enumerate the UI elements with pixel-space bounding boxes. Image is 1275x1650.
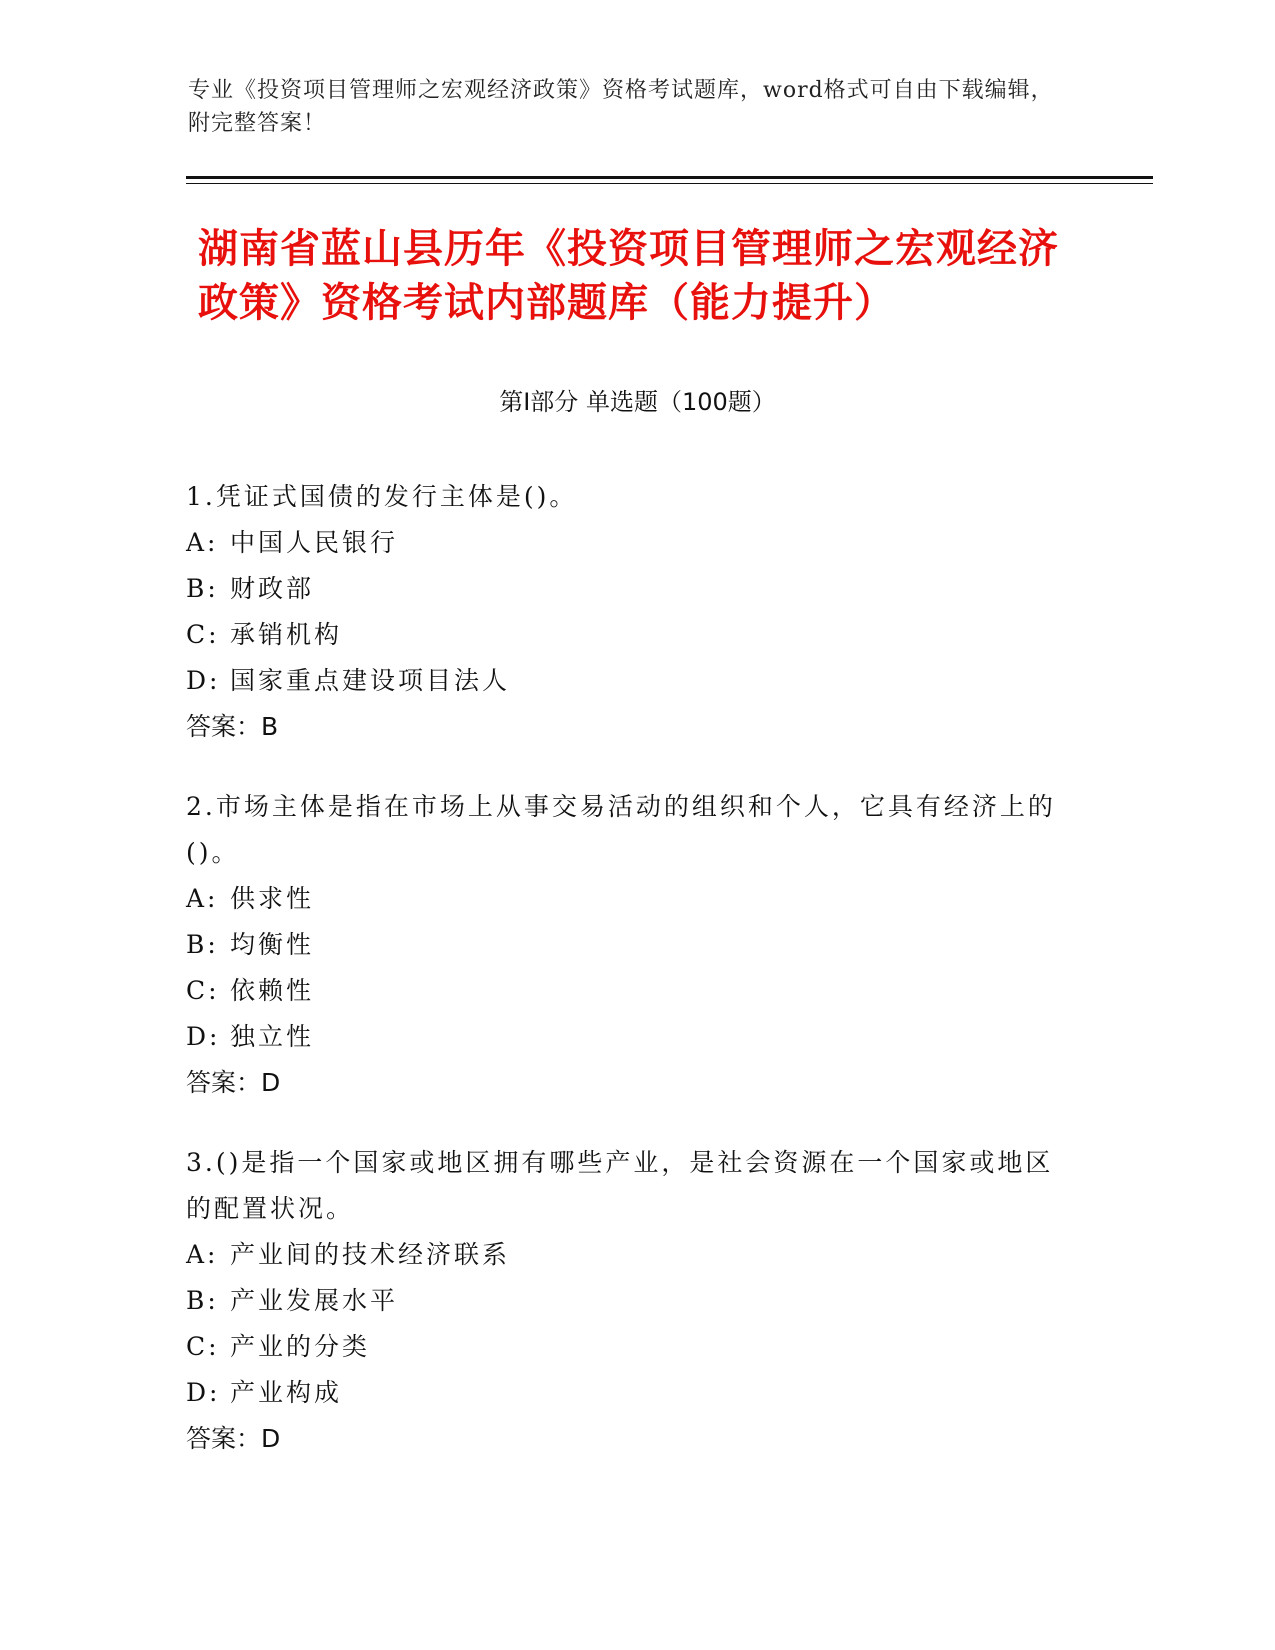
question-list bbox=[186, 474, 1066, 1496]
option-b bbox=[186, 1278, 1066, 1324]
option-key: C: bbox=[186, 1332, 220, 1361]
option-text: 国家重点建设项目法人 bbox=[230, 666, 511, 695]
header-note: 专业《投资项目管理师之宏观经济政策》资格考试题库，word格式可自由下载编辑，附完整答案！ bbox=[188, 78, 1054, 136]
header-rule-thick bbox=[186, 176, 1153, 179]
option-b bbox=[186, 922, 1066, 968]
option-text: 产业发展水平 bbox=[230, 1286, 399, 1315]
option-key: D: bbox=[186, 1378, 221, 1407]
question-item bbox=[186, 1140, 1066, 1462]
option-text: 产业构成 bbox=[230, 1378, 343, 1407]
option-key: B: bbox=[186, 930, 219, 959]
option-text: 承销机构 bbox=[230, 620, 343, 649]
section-heading: 第Ⅰ部分 单选题（100题） bbox=[499, 388, 776, 416]
answer-line: 答案：D bbox=[186, 1068, 281, 1097]
option-key: B: bbox=[186, 574, 219, 603]
answer-line: 答案：B bbox=[186, 712, 279, 741]
option-key: B: bbox=[186, 1286, 219, 1315]
option-a bbox=[186, 1232, 1066, 1278]
question-stem: 3.()是指一个国家或地区拥有哪些产业，是社会资源在一个国家或地区的配置状况。 bbox=[186, 1148, 1054, 1223]
question-item bbox=[186, 474, 1066, 750]
option-key: A: bbox=[186, 528, 219, 557]
option-text: 中国人民银行 bbox=[230, 528, 399, 557]
option-a bbox=[186, 520, 1066, 566]
option-d bbox=[186, 658, 1066, 704]
answer-line: 答案：D bbox=[186, 1424, 281, 1453]
option-text: 财政部 bbox=[230, 574, 315, 603]
document-title: 湖南省蓝山县历年《投资项目管理师之宏观经济政策》资格考试内部题库（能力提升） bbox=[198, 226, 1059, 326]
option-d bbox=[186, 1014, 1066, 1060]
question-item bbox=[186, 784, 1066, 1106]
header-rule-thin bbox=[186, 183, 1153, 184]
option-key: D: bbox=[186, 666, 221, 695]
option-key: D: bbox=[186, 1022, 221, 1051]
option-c bbox=[186, 968, 1066, 1014]
option-text: 均衡性 bbox=[230, 930, 315, 959]
option-b bbox=[186, 566, 1066, 612]
option-d bbox=[186, 1370, 1066, 1416]
option-a bbox=[186, 876, 1066, 922]
question-stem: 2.市场主体是指在市场上从事交易活动的组织和个人，它具有经济上的()。 bbox=[186, 792, 1056, 867]
option-text: 供求性 bbox=[230, 884, 315, 913]
option-text: 产业间的技术经济联系 bbox=[230, 1240, 511, 1269]
option-text: 产业的分类 bbox=[230, 1332, 371, 1361]
option-key: C: bbox=[186, 976, 220, 1005]
option-text: 依赖性 bbox=[230, 976, 315, 1005]
option-text: 独立性 bbox=[230, 1022, 315, 1051]
question-stem: 1.凭证式国债的发行主体是()。 bbox=[186, 482, 578, 511]
option-key: A: bbox=[186, 1240, 219, 1269]
option-key: C: bbox=[186, 620, 220, 649]
option-c bbox=[186, 1324, 1066, 1370]
option-key: A: bbox=[186, 884, 219, 913]
option-c bbox=[186, 612, 1066, 658]
